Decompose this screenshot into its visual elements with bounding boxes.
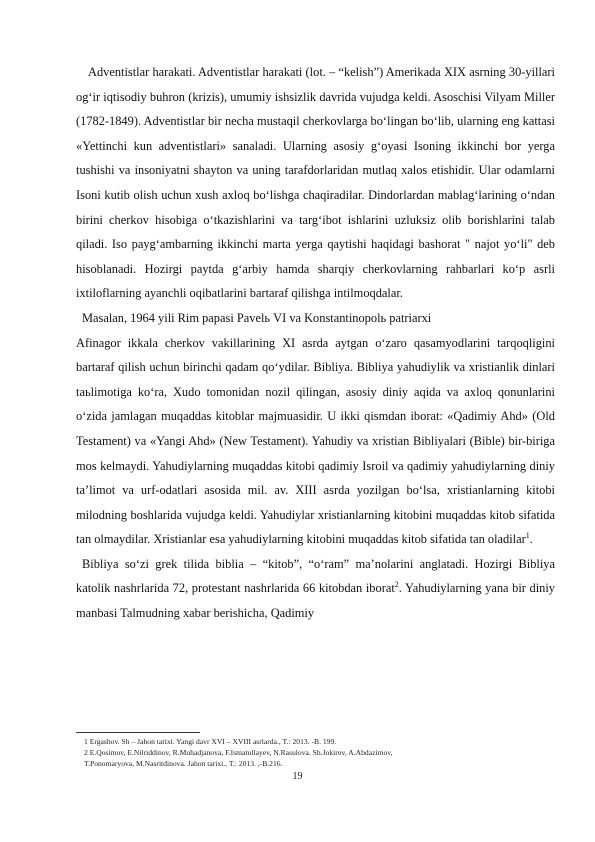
footnote-2-line-2: T.Ponomaryova, M.Nasritdinova. Jahon tarixi., T.: 2013. ,-B.216. (84, 759, 283, 768)
paragraph-bibliya-end: . (529, 532, 533, 547)
footnote-ref-1[interactable]: 1 (525, 531, 530, 541)
footnote-ref-2[interactable]: 2 (394, 580, 399, 590)
page-number: 19 (292, 771, 303, 782)
paragraph-bibliya-soz-text: Bibliya so‘zi grek tilida biblia – “kitob”, “o‘ram” ma’nolarini anglatadi. Hozirgi Bibliya katolik nashrlarida 72, protestant nashrlarida 66 kitobdan iborat (76, 556, 555, 596)
paragraph-bibliya (76, 331, 555, 552)
footnote-1: 1 Ergashov. Sh – Jahon tarixi. Yangi davr XVI – XVIII asrlarda., T.: 2013. -B. 199. (84, 737, 337, 746)
paragraph-adventistlar: Adventistlar harakati. Adventistlar harakati (lot. – “kelish”) Amerikada XIX asrning 30-yillari og‘ir iqtisodiy buhron (krizis), umumiy ishsizlik davrida vujudga keldi. Asoschisi Vilyam Miller (1782-1849). Adventistlar bir necha mustaqil cherkovlarga bo‘lingan bo‘lib, ularning eng kattasi «Yettinchi kun adventistlari» sanaladi. Ularning asosiy g‘oyasi Isoning ikkinchi bor yerga tushishi va insoniyatni shayton va uning tarafdorlaridan mutlaq xalos etishidir. Ular odamlarni Isoni kutib olish uchun xush axloq bo‘lishga chaqiradilar. Dindorlardan mablag‘larining o‘ndan birini cherkov hisobiga o‘tkazishlarini va targ‘ibot ishlarini uzluksiz olib borishlarini talab qiladi. Iso payg‘ambarning ikkinchi marta yerga qaytishi haqidagi bashorat " najot yo‘li" deb hisoblanadi. Hozirgi paytda g‘arbiy hamda sharqiy cherkovlarning rahbarlari ko‘p asrli ixtiloflarning ayanchli oqibatlarini bartaraf qilishga intilmoqdalar. (76, 65, 555, 301)
footnote-2-line-1: 2 E.Qosimov, E.Nilriddinov, R.Muhadjanova, F.Ismatullayev, N.Rasulova. Sh.Jokirov, A.Abdazimov, (84, 748, 393, 757)
page-body (76, 60, 555, 626)
paragraph-masalan: Masalan, 1964 yili Rim papasi Pavelь VI va Konstantinopolь patriarxi (82, 310, 432, 325)
paragraph-bibliya-text: Afinagor ikkala cherkov vakillarining XI asrda aytgan o‘zaro qasamyodlarini tarqoqligini bartaraf qilish uchun birinchi qadam qo‘ydilar. Bibliya. Bibliya yahudiylik va xristianlik dinlari taьlimotiga ko‘ra, Xudo tomonidan nozil qilingan, asosiy diniy aqida va axloq qonunlarini o‘zida jamlagan muqaddas kitoblar majmuasidir. U ikki qismdan iborat: «Qadimiy Ahd» (Old Testament) va «Yangi Ahd» (New Testament). Yahudiy va xristian Bibliyalari (Bible) bir-biriga mos kelmaydi. Yahudiylarning muqaddas kitobi qadimiy Isroil va qadimiy yahudiylarning diniy ta’limot va urf-odatlari asosida mil. av. XIII asrda yozilgan bo‘lsa, xristianlarning kitobi milodning boshlarida vujudga keldi. Yahudiylar xristianlarning kitobini muqaddas kitob sifatida tan olmaydilar. Xristianlar esa yahudiylarning kitobini muqaddas kitob sifatida tan oladilar (76, 335, 555, 547)
paragraph-bibliya-soz-end: . Yahudiylarning yana bir diniy manbasi Talmudning xabar berishicha, Qadimiy (76, 581, 556, 621)
footnotes (84, 736, 554, 769)
footnote-divider (76, 732, 200, 733)
paragraph-bibliya-soz (76, 552, 555, 626)
